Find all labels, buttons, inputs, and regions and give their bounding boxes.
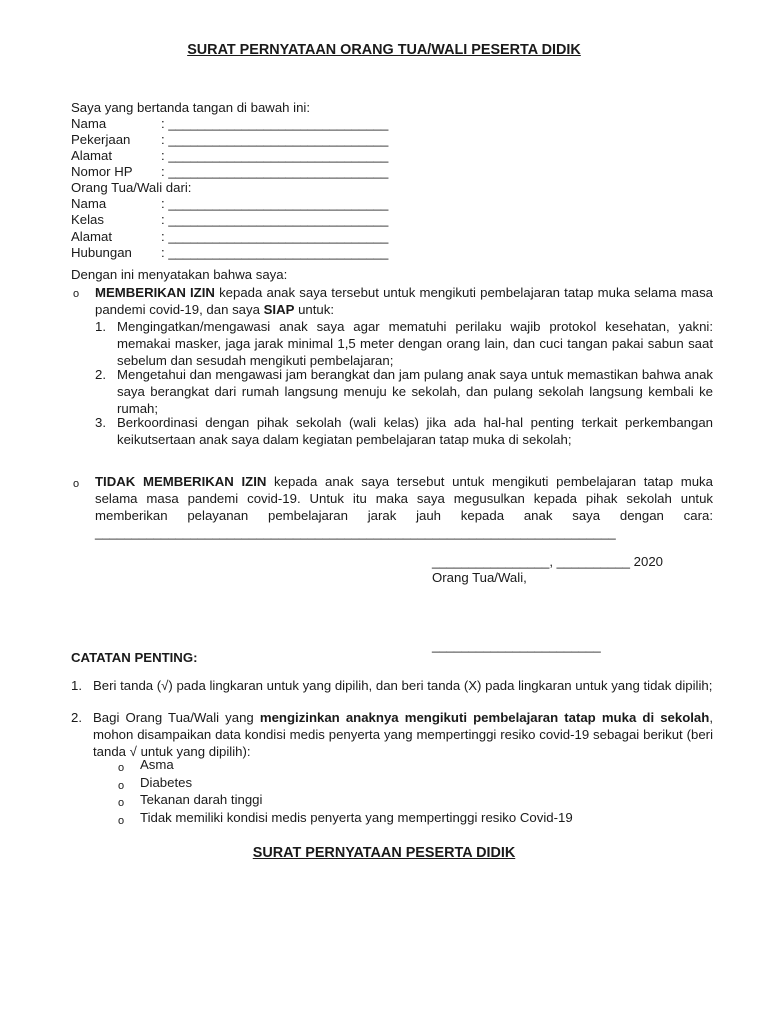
note-item-2: 2. Bagi Orang Tua/Wali yang mengizinkan anaknya mengikuti pembelajaran tatap muka di sekolah, mohon disampaikan data kondisi medis penyerta yang mempertinggi resiko covid-19 sebagai berikut (beri tanda √ untuk yang dipilih): <box>71 710 713 759</box>
parent-field-address: Alamat : ______________________________ <box>71 148 389 163</box>
intro-text: Saya yang bertanda tangan di bawah ini: <box>71 100 311 115</box>
condition-none: Tidak memiliki kondisi medis penyerta yang mempertinggi resiko Covid-19 <box>140 810 573 825</box>
statement-intro: Dengan ini menyatakan bahwa saya: <box>71 267 288 282</box>
second-document-title: SURAT PERNYATAAN PESERTA DIDIK <box>252 845 516 861</box>
option-deny-permission: TIDAK MEMBERIKAN IZIN kepada anak saya tersebut untuk mengikuti pembelajaran tatap muka selama masa pandemi covid-19. Untuk itu maka saya megusulkan kepada pihak sekolah untuk memberikan pelayanan pembelajaran jarak jauh kepada anak saya dengan cara: _______________________________________________________________________ <box>95 474 713 540</box>
child-field-class: Kelas : ______________________________ <box>71 212 389 227</box>
condition-hypertension: Tekanan darah tinggi <box>140 792 263 807</box>
option-give-permission: MEMBERIKAN IZIN kepada anak saya tersebut untuk mengikuti pembelajaran tatap muka selama masa pandemi covid-19, dan saya SIAP untuk: <box>95 285 713 317</box>
signature-line: _______________________ <box>432 638 601 653</box>
notes-heading: CATATAN PENTING: <box>71 650 198 665</box>
option-circle-deny-permission: o <box>73 478 80 490</box>
condition-asthma: Asma <box>140 757 174 772</box>
child-heading: Orang Tua/Wali dari: <box>71 180 192 195</box>
parent-field-job: Pekerjaan : ______________________________ <box>71 132 389 147</box>
document-title: SURAT PERNYATAAN ORANG TUA/WALI PESERTA DIDIK <box>187 42 581 58</box>
parent-field-name: Nama : ______________________________ <box>71 116 389 131</box>
signature-role: Orang Tua/Wali, <box>432 570 527 585</box>
condition-circle-none: o <box>118 815 125 827</box>
commitment-item-1: 1. Mengingatkan/mengawasi anak saya agar mematuhi perilaku wajib protokol kesehatan, yakni: memakai masker, jaga jarak minimal 1,5 meter dengan orang lain, dan cuci tangan pakai sabun saat sebelum dan sesudah mengikuti pembelajaran; <box>95 319 713 368</box>
condition-circle-diabetes: o <box>118 780 125 792</box>
condition-diabetes: Diabetes <box>140 775 193 790</box>
child-field-name: Nama : ______________________________ <box>71 196 389 211</box>
note-item-1: 1. Beri tanda (√) pada lingkaran untuk yang dipilih, dan beri tanda (X) pada lingkaran untuk yang tidak dipilih; <box>71 678 713 693</box>
parent-field-phone: Nomor HP : ______________________________ <box>71 164 389 179</box>
signature-date-line: ________________, __________ 2020 <box>432 554 664 569</box>
option-circle-give-permission: o <box>73 288 80 300</box>
condition-circle-hypertension: o <box>118 797 125 809</box>
child-field-address: Alamat : ______________________________ <box>71 229 389 244</box>
commitment-item-2: 2. Mengetahui dan mengawasi jam berangkat dan jam pulang anak saya untuk memastikan bahwa anak saya berangkat dari rumah langsung menuju ke sekolah, dan pulang sekolah langsung kembali ke rumah; <box>95 367 713 416</box>
commitment-item-3: 3. Berkoordinasi dengan pihak sekolah (wali kelas) jika ada hal-hal penting terkait perkembangan keikutsertaan anak saya dalam kegiatan pembelajaran tatap muka di sekolah; <box>95 415 713 447</box>
condition-circle-asthma: o <box>118 762 125 774</box>
child-field-relation: Hubungan : ______________________________ <box>71 245 389 260</box>
